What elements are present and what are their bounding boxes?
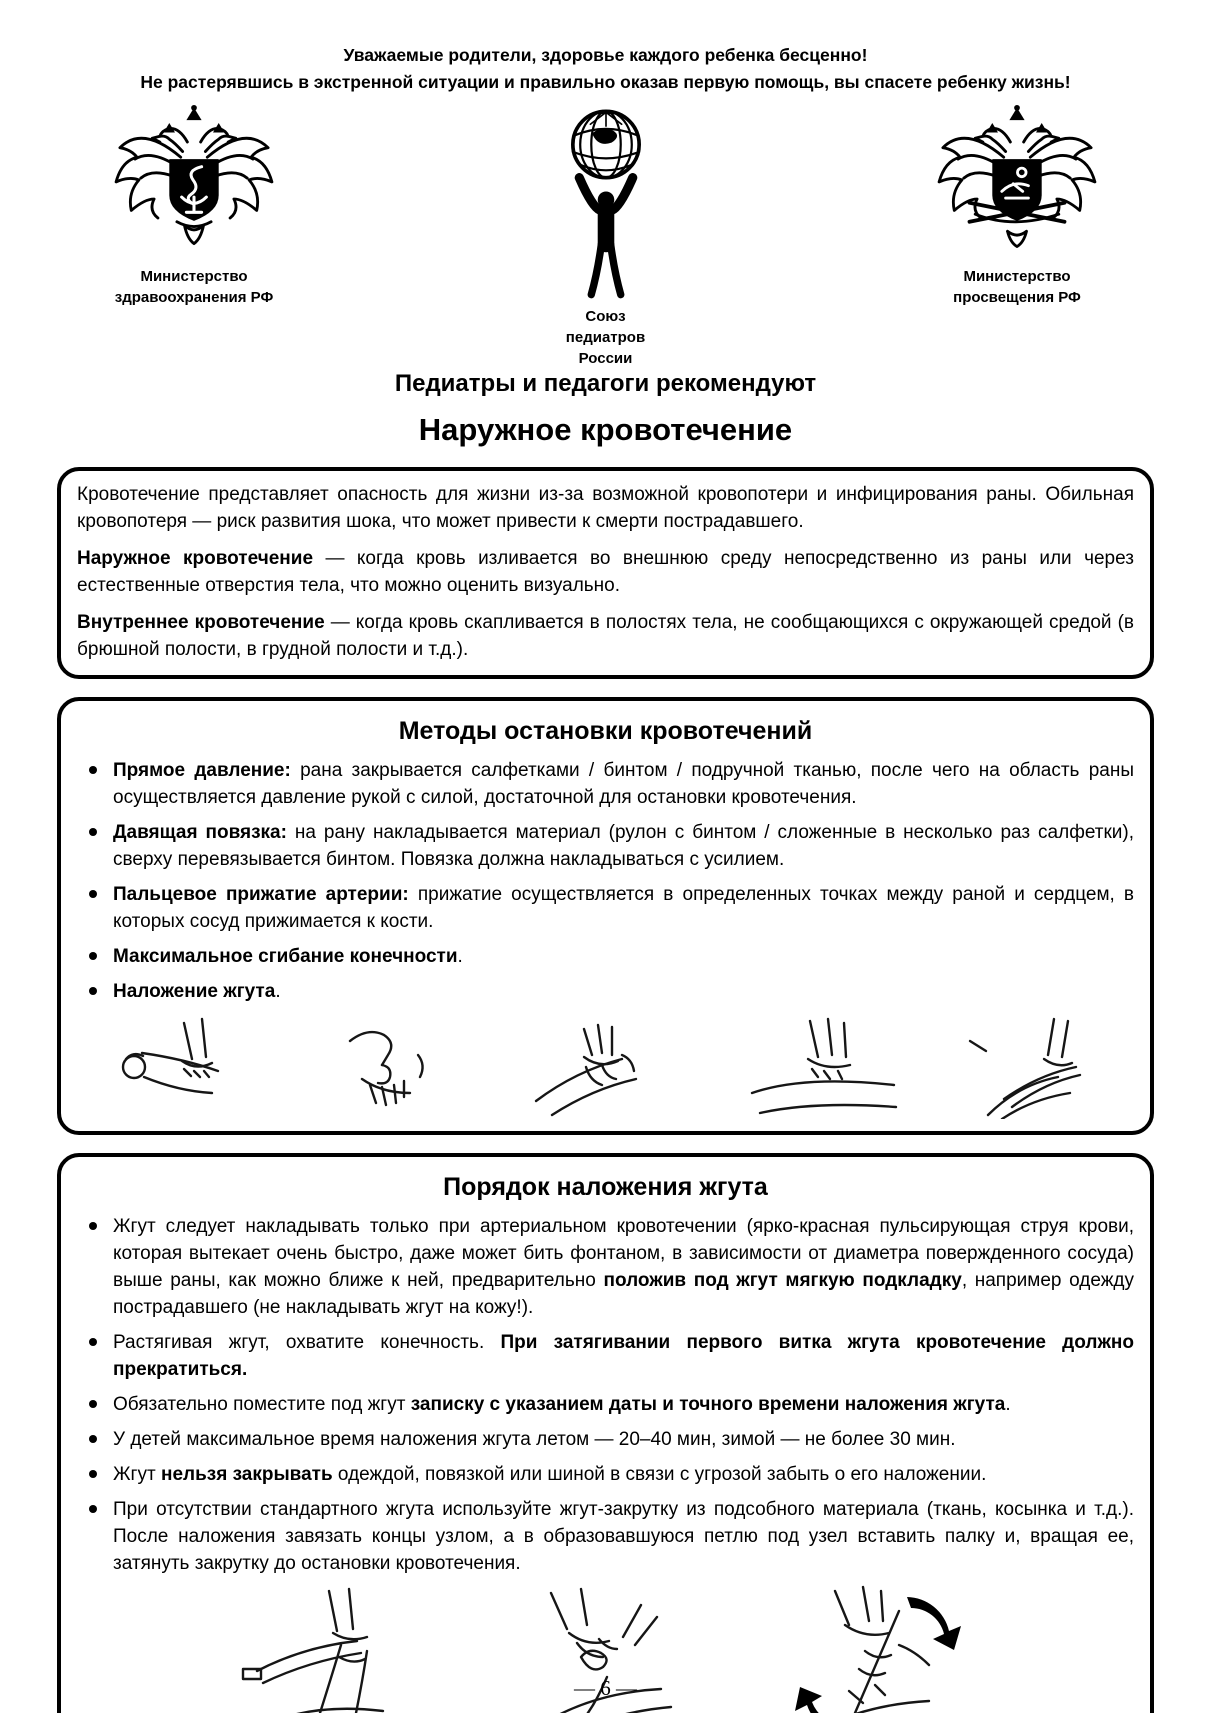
ministry-of-education-block [867, 104, 1167, 308]
bullet-icon [89, 828, 97, 836]
bullet-icon [89, 1400, 97, 1408]
ministry-of-education-caption [953, 266, 1081, 308]
caption-line: здравоохранения РФ [114, 289, 274, 306]
list-item [77, 819, 1134, 873]
bullet-icon [89, 1338, 97, 1346]
intro-paragraph: Наружное кровотечение — когда кровь изливается во внешнюю среду непосредственно из раны или через естественные отверстия тела, что можно оценить визуально. [77, 548, 1134, 596]
list-item [77, 1461, 1134, 1488]
list-item [77, 1391, 1134, 1418]
union-of-pediatricians-caption [566, 306, 645, 369]
intro-paragraph: Кровотечение представляет опасность для жизни из-за возможной кровопотери и инфицирования раны. Обильная кровопотеря — риск развития шока, что может привести к смерти пострадавшего. [77, 484, 1134, 532]
union-of-pediatricians-emblem-icon [546, 104, 666, 302]
bullet-icon [89, 1222, 97, 1230]
caption-line: просвещения РФ [953, 289, 1081, 306]
bullet-icon [89, 1505, 97, 1513]
caption-line: Союз [585, 308, 626, 325]
list-item [77, 1426, 1134, 1453]
union-of-pediatricians-block [456, 104, 756, 369]
methods-illustration-row [77, 1015, 1134, 1119]
list-item-text: При отсутствии стандартного жгута используйте жгут-закрутку из подсобного материала (ткань, косынка и т.д.). После наложения завязать концы узлом, а в образовавшуюся петлю под узел вставить палку и, вращая ее, затянуть закрутку до остановки кровотечения. [113, 1499, 1134, 1574]
ministry-of-education-emblem-icon [927, 104, 1107, 256]
bullet-icon [89, 890, 97, 898]
list-item-text: Жгут нельзя закрывать одеждой, повязкой или шиной в связи с угрозой забыть о его наложении. [113, 1464, 987, 1485]
bullet-icon [89, 1470, 97, 1478]
caption-line: Министерство [963, 268, 1071, 285]
caption-line: Министерство [140, 268, 248, 285]
list-item-text: Давящая повязка: на рану накладывается материал (рулон с бинтом / сложенные в несколько раз салфетки), сверху перевязывается бинтом. Повязка должна накладываться с усилием. [113, 822, 1134, 870]
methods-box [57, 697, 1154, 1135]
intro-paragraph: Внутреннее кровотечение — когда кровь скапливается в полостях тела, не сообщающихся с окружающей средой (в брюшной полости, в грудной полости и т.д.). [77, 612, 1134, 660]
methods-bullet-list [77, 757, 1134, 1005]
page-header [0, 42, 1211, 96]
pressure-pad-illustration [322, 1015, 472, 1119]
bullet-icon [89, 987, 97, 995]
bandage-wrap-illustration [521, 1015, 691, 1119]
caption-line: педиатров [565, 329, 646, 346]
list-item [77, 943, 1134, 970]
tourniquet-box-title: Порядок наложения жгута [443, 1173, 768, 1201]
intro-box [57, 467, 1154, 679]
bullet-icon [89, 1435, 97, 1443]
tourniquet-bullet-list [77, 1213, 1134, 1577]
ministry-of-health-caption [115, 266, 274, 308]
list-item-text: Пальцевое прижатие артерии: прижатие осуществляется в определенных точках между раной и сердцем, в которых сосуд прижимается к кости. [113, 884, 1134, 932]
ministry-of-health-emblem-icon [104, 104, 284, 256]
header-line-2: Не растерявшись в экстренной ситуации и правильно оказав первую помощь, вы спасете ребенку жизнь! [140, 72, 1071, 92]
methods-box-title: Методы остановки кровотечений [398, 717, 813, 745]
logo-row [0, 96, 1211, 369]
direct-pressure-illustration [103, 1015, 273, 1119]
tourniquet-strap-illustration [958, 1015, 1108, 1119]
header-line-1: Уважаемые родители, здоровье каждого ребенка бесценно! [343, 45, 868, 65]
list-item-text: Наложение жгута. [113, 981, 281, 1002]
recommendation-subtitle: Педиатры и педагоги рекомендуют [394, 370, 817, 397]
list-item-text: У детей максимальное время наложения жгута летом — 20–40 мин, зимой — не более 30 мин. [113, 1429, 956, 1450]
caption-line: России [578, 350, 633, 367]
page-number: — 6 — [574, 1676, 637, 1700]
limb-pressure-illustration [739, 1015, 909, 1119]
list-item [77, 1213, 1134, 1321]
list-item [77, 978, 1134, 1005]
list-item-text: Растягивая жгут, охватите конечность. При затягивании первого витка жгута кровотечение должно прекратиться. [113, 1332, 1134, 1380]
page-title: Наружное кровотечение [418, 412, 793, 447]
list-item-text: Максимальное сгибание конечности. [113, 946, 463, 967]
list-item-text: Обязательно поместите под жгут записку с указанием даты и точного времени наложения жгута. [113, 1394, 1011, 1415]
list-item [77, 1496, 1134, 1577]
list-item [77, 881, 1134, 935]
list-item [77, 1329, 1134, 1383]
list-item-text: Жгут следует накладывать только при артериальном кровотечении (ярко-красная пульсирующая струя крови, которая вытекает очень быстро, даже может бить фонтаном, в зависимости от диаметра повержденного сосуда) выше раны, как можно ближе к ней, предварительно положив под жгут мягкую подкладку, например одежду пострадавшего (не накладывать жгут на кожу!). [113, 1216, 1134, 1318]
bullet-icon [89, 952, 97, 960]
tourniquet-box [57, 1153, 1154, 1713]
bullet-icon [89, 766, 97, 774]
list-item [77, 757, 1134, 811]
ministry-of-health-block [44, 104, 344, 308]
list-item-text: Прямое давление: рана закрывается салфетками / бинтом / подручной тканью, после чего на область раны осуществляется давление рукой с силой, достаточной для остановки кровотечения. [113, 760, 1134, 808]
